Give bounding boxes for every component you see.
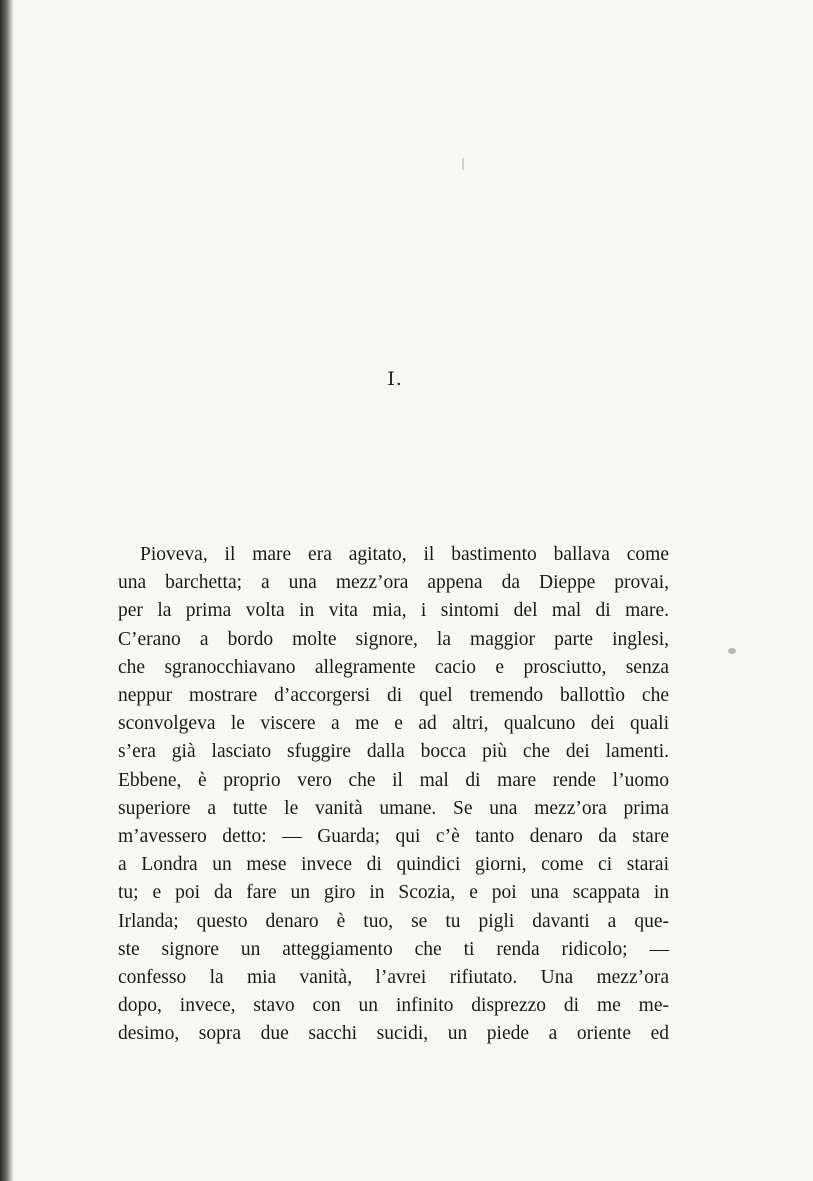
text-line: Irlanda; questo denaro è tuo, se tu pigli davanti a que- (118, 910, 669, 932)
text-line: Ebbene, è proprio vero che il mal di mare rende l’uomo (118, 769, 669, 791)
chapter-heading: I. (387, 368, 403, 390)
text-line: superiore a tutte le vanità umane. Se una mezz’ora prima (118, 797, 669, 819)
text-line: dopo, invece, stavo con un infinito disprezzo di me me- (118, 995, 669, 1017)
text-line: neppur mostrare d’accorgersi di quel tremendo ballottìo che (118, 685, 669, 707)
binding-edge-shadow (0, 0, 14, 1181)
text-line: m’avessero detto: — Guarda; qui c’è tanto denaro da stare (118, 826, 669, 848)
text-line: a Londra un mese invece di quindici giorni, come ci starai (118, 854, 669, 876)
text-line: C’erano a bordo molte signore, la maggior parte inglesi, (118, 628, 669, 650)
text-line: tu; e poi da fare un giro in Scozia, e poi una scappata in (118, 882, 669, 904)
text-line: sconvolgeva le viscere a me e ad altri, qualcuno dei quali (118, 713, 669, 735)
text-line: per la prima volta in vita mia, i sintomi del mal di mare. (118, 600, 669, 622)
text-line: confesso la mia vanità, l’avrei rifiutato. Una mezz’ora (118, 967, 669, 989)
text-line: che sgranocchiavano allegramente cacio e prosciutto, senza (118, 656, 669, 678)
text-line: s’era già lasciato sfuggire dalla bocca più che dei lamenti. (118, 741, 669, 763)
body-paragraph (118, 541, 669, 1049)
paper-speck (728, 648, 736, 654)
text-line: desimo, sopra due sacchi sucidi, un piede a oriente ed (118, 1023, 669, 1045)
paper-speck (462, 158, 464, 170)
text-line: Pioveva, il mare era agitato, il bastimento ballava come (140, 544, 669, 565)
text-line: ste signore un atteggiamento che ti renda ridicolo; — (118, 938, 669, 960)
text-line: una barchetta; a una mezz’ora appena da Dieppe provai, (118, 572, 669, 594)
